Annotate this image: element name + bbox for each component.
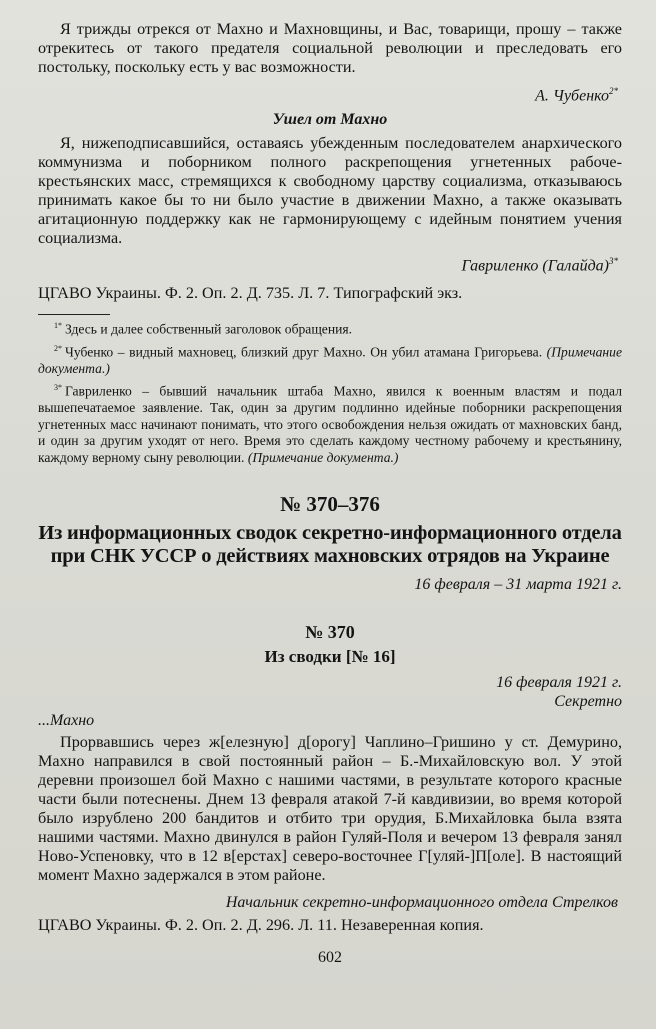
footnote-mark: 2* [54,343,62,353]
page-content [38,20,622,967]
footnote-text: Гавриленко – бывший начальник штаба Махно, явился к военным властям и подал вышепечатаемое заявление. Так, один за другим подлинно идейные поборники раскрепощения угнетенных масс начинают понимать, что этого освобождения нельзя ожидать от махновских банд, и один за другим уходят от него. Время это сделать каждому честному рабочему и крестьянину, каждому верному сыну революции. [38,383,622,465]
document-classification: Секретно [554,693,622,711]
document-leadin: ...Махно [38,712,95,730]
signature-name: А. Чубенко [535,87,609,105]
document-body: Прорвавшись через ж[елезную] д[орогу] Чаплино–Гришино у ст. Демурино, Махно направился в свой постоянный район – Б.-Михайловскую вол. У этой деревни произошел бой Махно с нашими частями, в результате которого красные части были потеснены. Днем 13 февраля атакой 7-й кавдивизии, во время которой было изрублено 200 бандитов и отбито три орудия, Б.Михайловка была взята нашими частями. Махно двинулся в район Гуляй-Поля и вечером 13 февраля занял Ново-Успеновку, что в 12 в[ерстах] северо-восточнее Г[уляй-]П[оле]. В настоящий момент Махно задержался в этом районе. [38,733,622,885]
signature-name: Гавриленко (Галайда) [461,257,609,275]
footnote-note: (Примечание документа.) [247,449,399,465]
footnote-1 [38,318,622,338]
footnote-3 [38,380,622,466]
footnotes [38,318,622,467]
footnote-2 [38,341,622,378]
footnote-text: Чубенко – видный махновец, близкий друг Махно. Он убил атамана Григорьева. [65,344,543,360]
footnote-divider [38,314,110,315]
footnote-mark: 1* [54,320,62,330]
section-title-line-1: Из информационных сводок секретно-информационного отдела [38,522,622,545]
chubenko-signature [38,82,622,105]
section-dates: 16 февраля – 31 марта 1921 г. [414,576,622,594]
section-title-line-2: при СНК УССР о действиях махновских отрядов на Украине [50,545,610,568]
section-heading: Ушел от Махно [272,111,388,129]
chubenko-paragraph: Я трижды отрекся от Махно и Махновщины, и Вас, товарищи, прошу – также отрекитесь от такого предателя социальной революции и преследовать его постольку, поскольку есть у вас возможности. [38,20,622,76]
page-number: 602 [318,949,342,967]
archive-reference: ЦГАВО Украины. Ф. 2. Оп. 2. Д. 296. Л. 11. Незаверенная копия. [38,916,484,935]
document-number: № 370 [305,622,355,643]
footnote-ref: 2* [609,86,618,96]
footnote-text: Здесь и далее собственный заголовок обращения. [65,321,353,337]
footnote-mark: 3* [54,383,62,393]
gavrilenko-signature [38,252,622,275]
section-number: № 370–376 [280,492,380,517]
archive-reference: ЦГАВО Украины. Ф. 2. Оп. 2. Д. 735. Л. 7. Типографский экз. [38,283,463,302]
footnote-note: (Примечание документа.) [38,344,622,376]
gavrilenko-paragraph: Я, нижеподписавшийся, оставаясь убежденным последователем анархического коммунизма и поборником полного раскрепощения угнетенных рабоче-крестьянских масс, стремящихся к свободному царству социализма, отказываюсь принимать какое бы то ни было участие в движении Махно, а также оказывать агитационную поддержку как не гармонирующему с идейным понятием учения социализма. [38,134,622,248]
footnote-ref: 3* [609,256,618,267]
document-signature: Начальник секретно-информационного отдела Стрелков [225,894,618,912]
document-subtitle: Из сводки [№ 16] [264,647,396,667]
document-date: 16 февраля 1921 г. [496,674,622,692]
